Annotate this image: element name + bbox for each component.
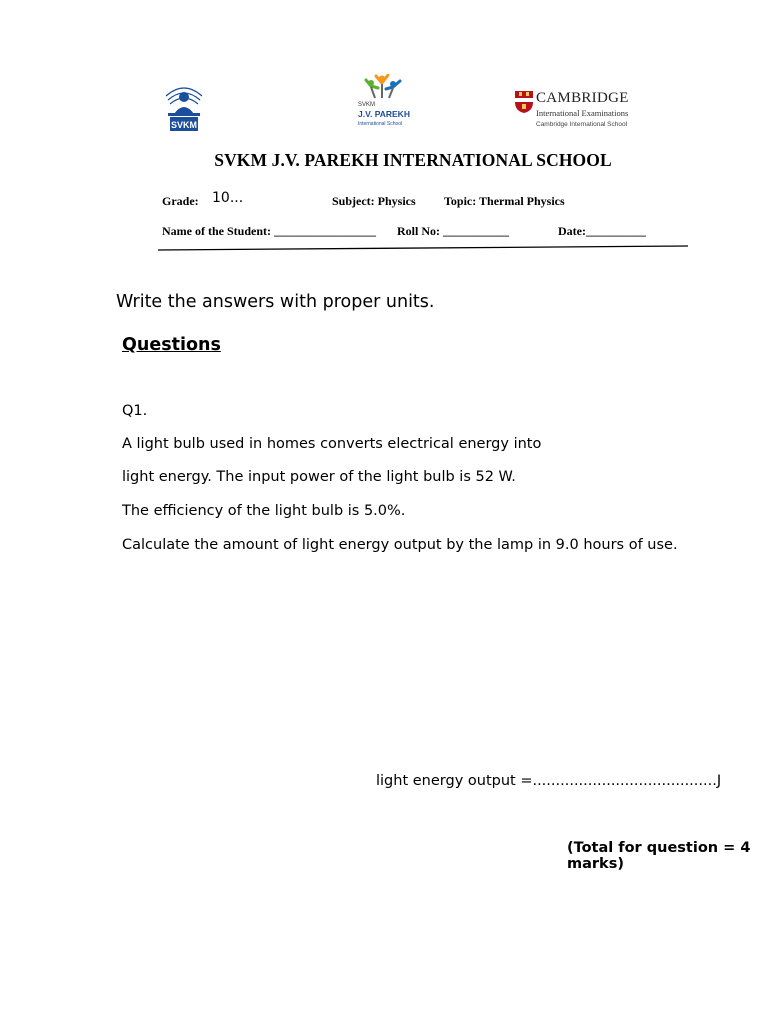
date-field[interactable]: Date:__________ <box>558 224 646 238</box>
question-number: Q1. <box>122 403 148 419</box>
school-name: SVKM J.V. PAREKH INTERNATIONAL SCHOOL <box>214 150 612 170</box>
grade-label: Grade: <box>162 194 199 208</box>
instruction-text: Write the answers with proper units. <box>116 292 435 312</box>
jvp-logo-text: J.V. PAREKH <box>358 109 410 119</box>
topic-label: Topic: Thermal Physics <box>444 194 565 208</box>
header-divider <box>158 238 688 252</box>
svkm-logo <box>164 80 204 132</box>
total-marks: (Total for question = 4 marks) <box>567 840 751 872</box>
grade-value[interactable]: 10... <box>212 190 244 206</box>
cambridge-word: CAMBRIDGE <box>536 90 629 106</box>
svkm-logo-text: SVKM <box>170 120 198 130</box>
roll-number-field[interactable]: Roll No: ___________ <box>397 224 509 238</box>
questions-heading: Questions <box>122 335 221 355</box>
question-line: The efficiency of the light bulb is 5.0%. <box>122 503 406 519</box>
cambridge-subtitle: International Examinations <box>536 108 629 118</box>
answer-field[interactable]: light energy output =........................................J <box>376 773 722 789</box>
question-line: A light bulb used in homes converts electrical energy into <box>122 436 542 452</box>
student-name-field[interactable]: Name of the Student: _________________ <box>162 224 376 238</box>
school-header <box>158 58 698 258</box>
question-line: Calculate the amount of light energy output by the lamp in 9.0 hours of use. <box>122 537 678 553</box>
jvp-logo-subtext: International School <box>358 121 403 127</box>
jvp-small-text: SVKM <box>358 102 376 108</box>
cambridge-crest-icon <box>514 90 534 114</box>
subject-label: Subject: Physics <box>332 194 416 208</box>
cambridge-logo <box>514 88 634 132</box>
question-line: light energy. The input power of the light bulb is 52 W. <box>122 469 516 485</box>
jv-parekh-logo <box>356 74 412 132</box>
cambridge-school-label: Cambridge International School <box>536 121 628 128</box>
